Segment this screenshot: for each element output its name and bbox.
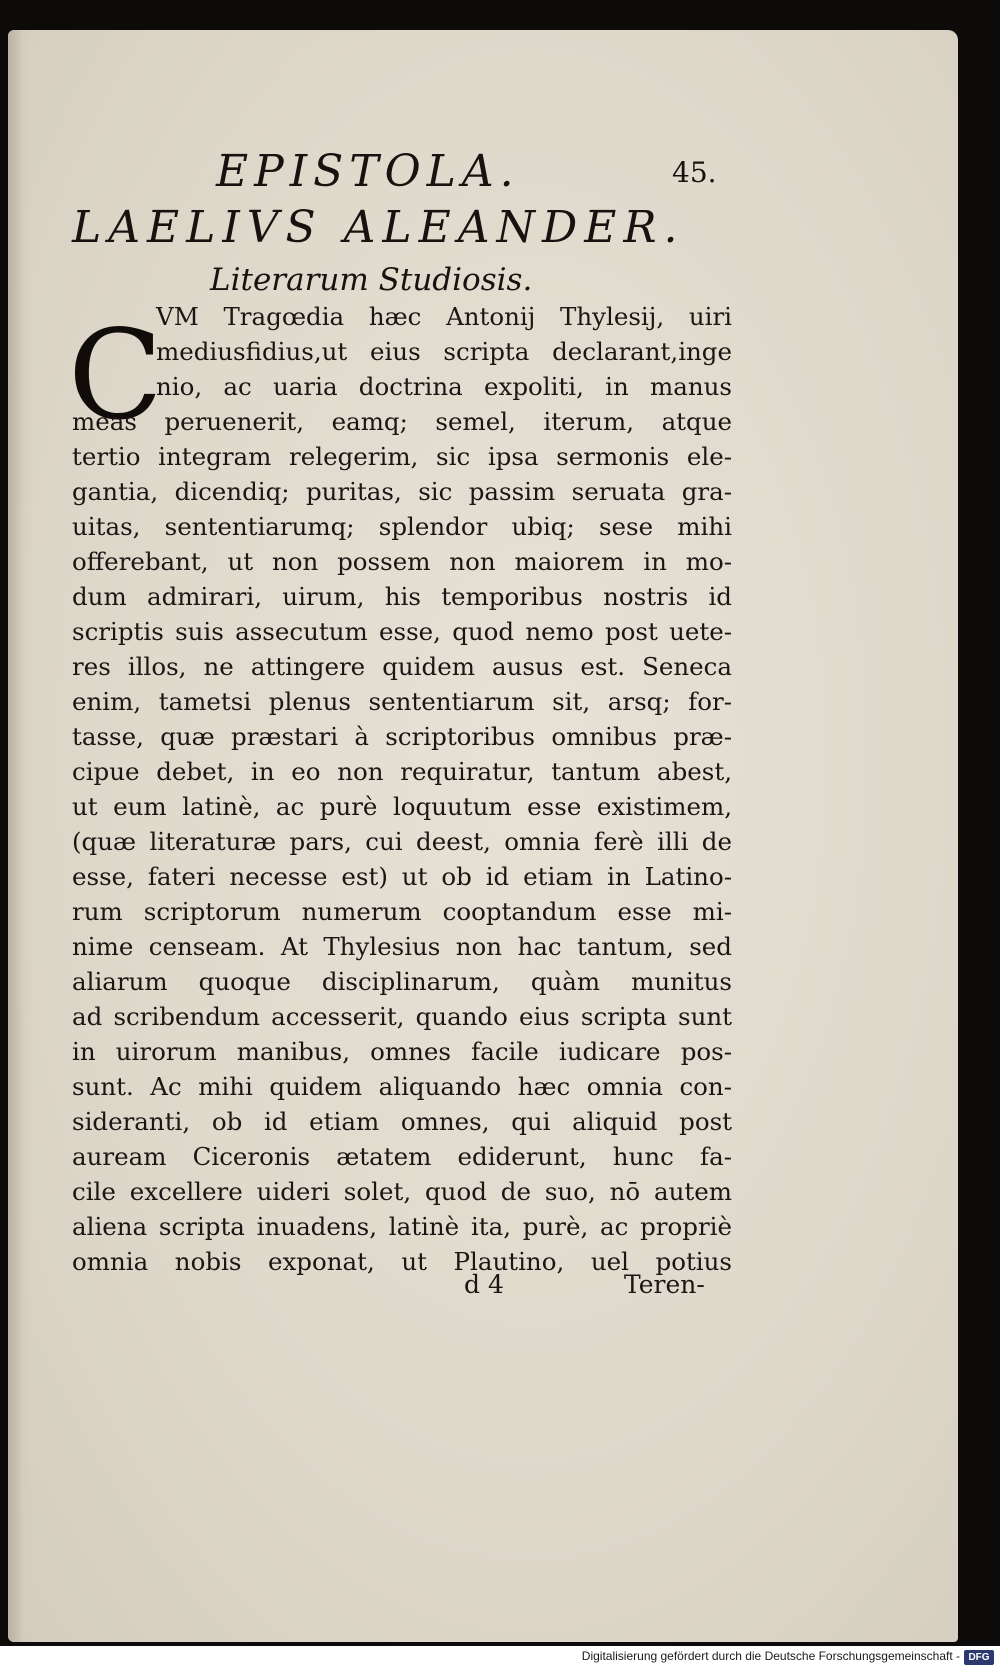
text-line: gantia, dicendiq; puritas, sic passim seruata gra-: [72, 477, 732, 506]
catchword: Teren-: [624, 1270, 705, 1299]
book-page: [8, 30, 958, 1642]
digitization-footer: [0, 1646, 1000, 1670]
text-line: aliena scripta inuadens, latinè ita, purè, ac propriè: [72, 1212, 732, 1241]
text-line: nio, ac uaria doctrina expoliti, in manus: [156, 372, 732, 401]
text-line: in uirorum manibus, omnes facile iudicare pos-: [72, 1037, 732, 1066]
text-line: auream Ciceronis ætatem ediderunt, hunc fa-: [72, 1142, 732, 1171]
text-line: scriptis suis assecutum esse, quod nemo post uete-: [72, 617, 732, 646]
text-line: nime censeam. At Thylesius non hac tantum, sed: [72, 932, 732, 961]
text-line: ut eum latinè, ac purè loquutum esse existimem,: [72, 792, 732, 821]
text-line: offerebant, ut non possem non maiorem in mo-: [72, 547, 732, 576]
text-line: aliarum quoque disciplinarum, quàm munitus: [72, 967, 732, 996]
text-line: VM Tragœdia hæc Antonij Thylesij, uiri: [156, 302, 732, 331]
author-heading: LAELIVS ALEANDER.: [72, 202, 685, 253]
text-line: enim, tametsi plenus sententiarum sit, arsq; for-: [72, 687, 732, 716]
text-line: (quæ literaturæ pars, cui deest, omnia ferè illi de: [72, 827, 732, 856]
text-line: res illos, ne attingere quidem ausus est. Seneca: [72, 652, 732, 681]
addressee-heading: Literarum Studiosis.: [210, 262, 533, 298]
text-line: cipue debet, in eo non requiratur, tantum abest,: [72, 757, 732, 786]
page-number: 45.: [672, 156, 717, 189]
gutter-shadow: [8, 30, 34, 1642]
signature-mark: d 4: [464, 1270, 504, 1299]
text-line: omnia nobis exponat, ut Plautino, uel potius: [72, 1247, 732, 1276]
text-line: sideranti, ob id etiam omnes, qui aliquid post: [72, 1107, 732, 1136]
text-line: esse, fateri necesse est) ut ob id etiam in Latino-: [72, 862, 732, 891]
running-head: EPISTOLA.: [216, 146, 520, 197]
funding-credit: Digitalisierung gefördert durch die Deutsche Forschungsgemeinschaft -: [581, 1649, 960, 1663]
text-line: tertio integram relegerim, sic ipsa sermonis ele-: [72, 442, 732, 471]
text-line: uitas, sententiarumq; splendor ubiq; sese mihi: [72, 512, 732, 541]
text-line: meas peruenerit, eamq; semel, iterum, atque: [72, 407, 732, 436]
text-line: sunt. Ac mihi quidem aliquando hæc omnia con-: [72, 1072, 732, 1101]
text-line: dum admirari, uirum, his temporibus nostris id: [72, 582, 732, 611]
text-line: tasse, quæ præstari à scriptoribus omnibus præ-: [72, 722, 732, 751]
text-line: ad scribendum accesserit, quando eius scripta sunt: [72, 1002, 732, 1031]
drop-cap: C: [68, 304, 163, 448]
dfg-logo: DFG: [964, 1650, 994, 1665]
text-line: cile excellere uideri solet, quod de suo, nō autem: [72, 1177, 732, 1206]
text-line: mediusfidius,ut eius scripta declarant,inge: [156, 337, 732, 366]
text-line: rum scriptorum numerum cooptandum esse mi-: [72, 897, 732, 926]
